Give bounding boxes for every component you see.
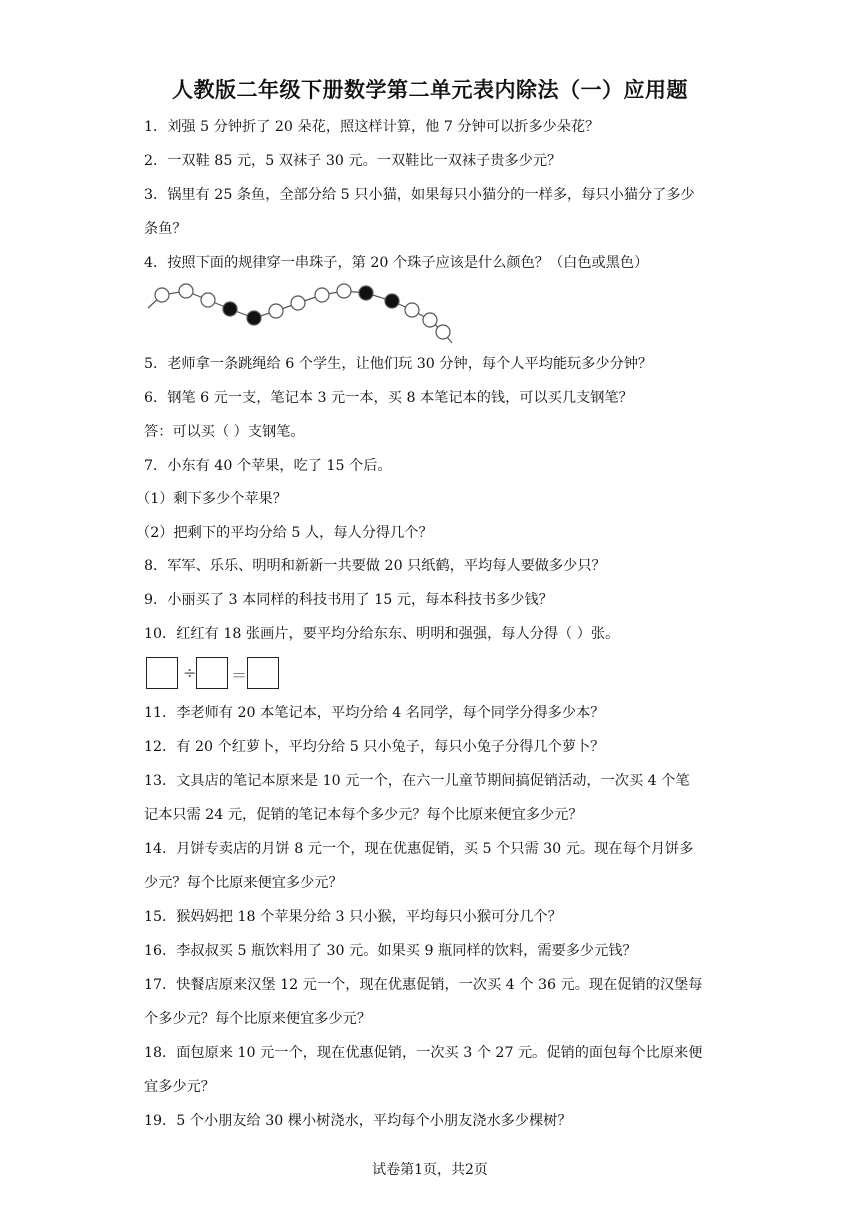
black-bead-10 xyxy=(359,286,373,300)
question-9: 9．小丽买了 3 本同样的科技书用了 15 元，每本科技书多少钱？ xyxy=(144,592,553,608)
page-title: 人教版二年级下册数学第二单元表内除法（一）应用题 xyxy=(172,78,688,102)
quotient-box[interactable] xyxy=(247,657,279,689)
white-bead-12 xyxy=(405,303,419,317)
black-bead-4 xyxy=(223,302,237,316)
question-14-continued: 少元？每个比原来便宜多少元？ xyxy=(144,875,343,891)
question-19: 19．5 个小朋友给 30 棵小树浇水，平均每个小朋友浇水多少棵树？ xyxy=(144,1113,572,1129)
white-bead-2 xyxy=(179,284,193,298)
black-bead-5 xyxy=(247,311,261,325)
question-12: 12．有 20 个红萝卜，平均分给 5 只小兔子，每只小兔子分得几个萝卜？ xyxy=(144,739,605,755)
question-15: 15．猴妈妈把 18 个苹果分给 3 只小猴，平均每只小猴可分几个？ xyxy=(144,909,562,925)
question-2: 2．一双鞋 85 元，5 双袜子 30 元。一双鞋比一双袜子贵多少元？ xyxy=(144,153,562,169)
question-1: 1．刘强 5 分钟折了 20 朵花，照这样计算，他 7 分钟可以折多少朵花？ xyxy=(144,119,600,135)
question-7-part-1: （1）剩下多少个苹果？ xyxy=(136,491,287,507)
question-7-part-2: （2）把剩下的平均分给 5 人，每人分得几个？ xyxy=(136,525,433,541)
question-16: 16．李叔叔买 5 瓶饮料用了 30 元。如果买 9 瓶同样的饮料，需要多少元钱？ xyxy=(144,943,637,959)
divide-sign: ÷ xyxy=(183,663,197,682)
equals-sign: ＝ xyxy=(231,666,248,685)
white-bead-7 xyxy=(291,296,305,310)
question-18-continued: 宜多少元？ xyxy=(144,1079,215,1095)
question-7: 7．小东有 40 个苹果，吃了 15 个后。 xyxy=(144,458,392,474)
question-3-continued: 条鱼？ xyxy=(144,221,187,237)
black-bead-11 xyxy=(385,294,399,308)
question-13-continued: 记本只需 24 元，促销的笔记本每个多少元？每个比原来便宜多少元？ xyxy=(144,807,583,823)
white-bead-6 xyxy=(269,304,283,318)
answer-line-6: 答：可以买（ ）支钢笔。 xyxy=(144,424,305,440)
white-bead-14 xyxy=(436,325,450,339)
question-17: 17．快餐店原来汉堡 12 元一个，现在优惠促销，一次买 4 个 36 元。现在促销的汉堡每 xyxy=(144,977,703,993)
white-bead-9 xyxy=(337,284,351,298)
divisor-box[interactable] xyxy=(196,657,228,689)
question-17-continued: 个多少元？每个比原来便宜多少元？ xyxy=(144,1011,372,1027)
question-4: 4．按照下面的规律穿一串珠子，第 20 个珠子应该是什么颜色？（白色或黑色） xyxy=(144,255,649,271)
question-14: 14．月饼专卖店的月饼 8 元一个，现在优惠促销，买 5 个只需 30 元。现在每个月饼多 xyxy=(144,841,694,857)
question-5: 5．老师拿一条跳绳给 6 个学生，让他们玩 30 分钟，每个人平均能玩多少分钟？ xyxy=(144,356,653,372)
question-3: 3．锅里有 25 条鱼，全部分给 5 只小猫，如果每只小猫分的一样多，每只小猫分了多少 xyxy=(144,187,695,203)
white-bead-13 xyxy=(423,313,437,327)
question-8: 8．军军、乐乐、明明和新新一共要做 20 只纸鹤，平均每人要做多少只？ xyxy=(144,558,606,574)
white-bead-8 xyxy=(315,288,329,302)
white-bead-3 xyxy=(201,293,215,307)
dividend-box[interactable] xyxy=(146,657,178,689)
division-equation-boxes xyxy=(144,656,294,692)
bead-string-figure xyxy=(144,280,464,348)
page-footer: 试卷第1页，共2页 xyxy=(372,1162,488,1178)
question-18: 18．面包原来 10 元一个，现在优惠促销，一次买 3 个 27 元。促销的面包每个比原来便 xyxy=(144,1045,703,1061)
question-13: 13．文具店的笔记本原来是 10 元一个，在六一儿童节期间搞促销活动，一次买 4 个笔 xyxy=(144,773,690,789)
white-bead-1 xyxy=(155,288,169,302)
question-6: 6．钢笔 6 元一支，笔记本 3 元一本，买 8 本笔记本的钱，可以买几支钢笔？ xyxy=(144,390,633,406)
question-11: 11．李老师有 20 本笔记本，平均分给 4 名同学，每个同学分得多少本？ xyxy=(144,705,605,721)
question-10: 10．红红有 18 张画片，要平均分给东东、明明和强强，每人分得（ ）张。 xyxy=(144,626,620,642)
